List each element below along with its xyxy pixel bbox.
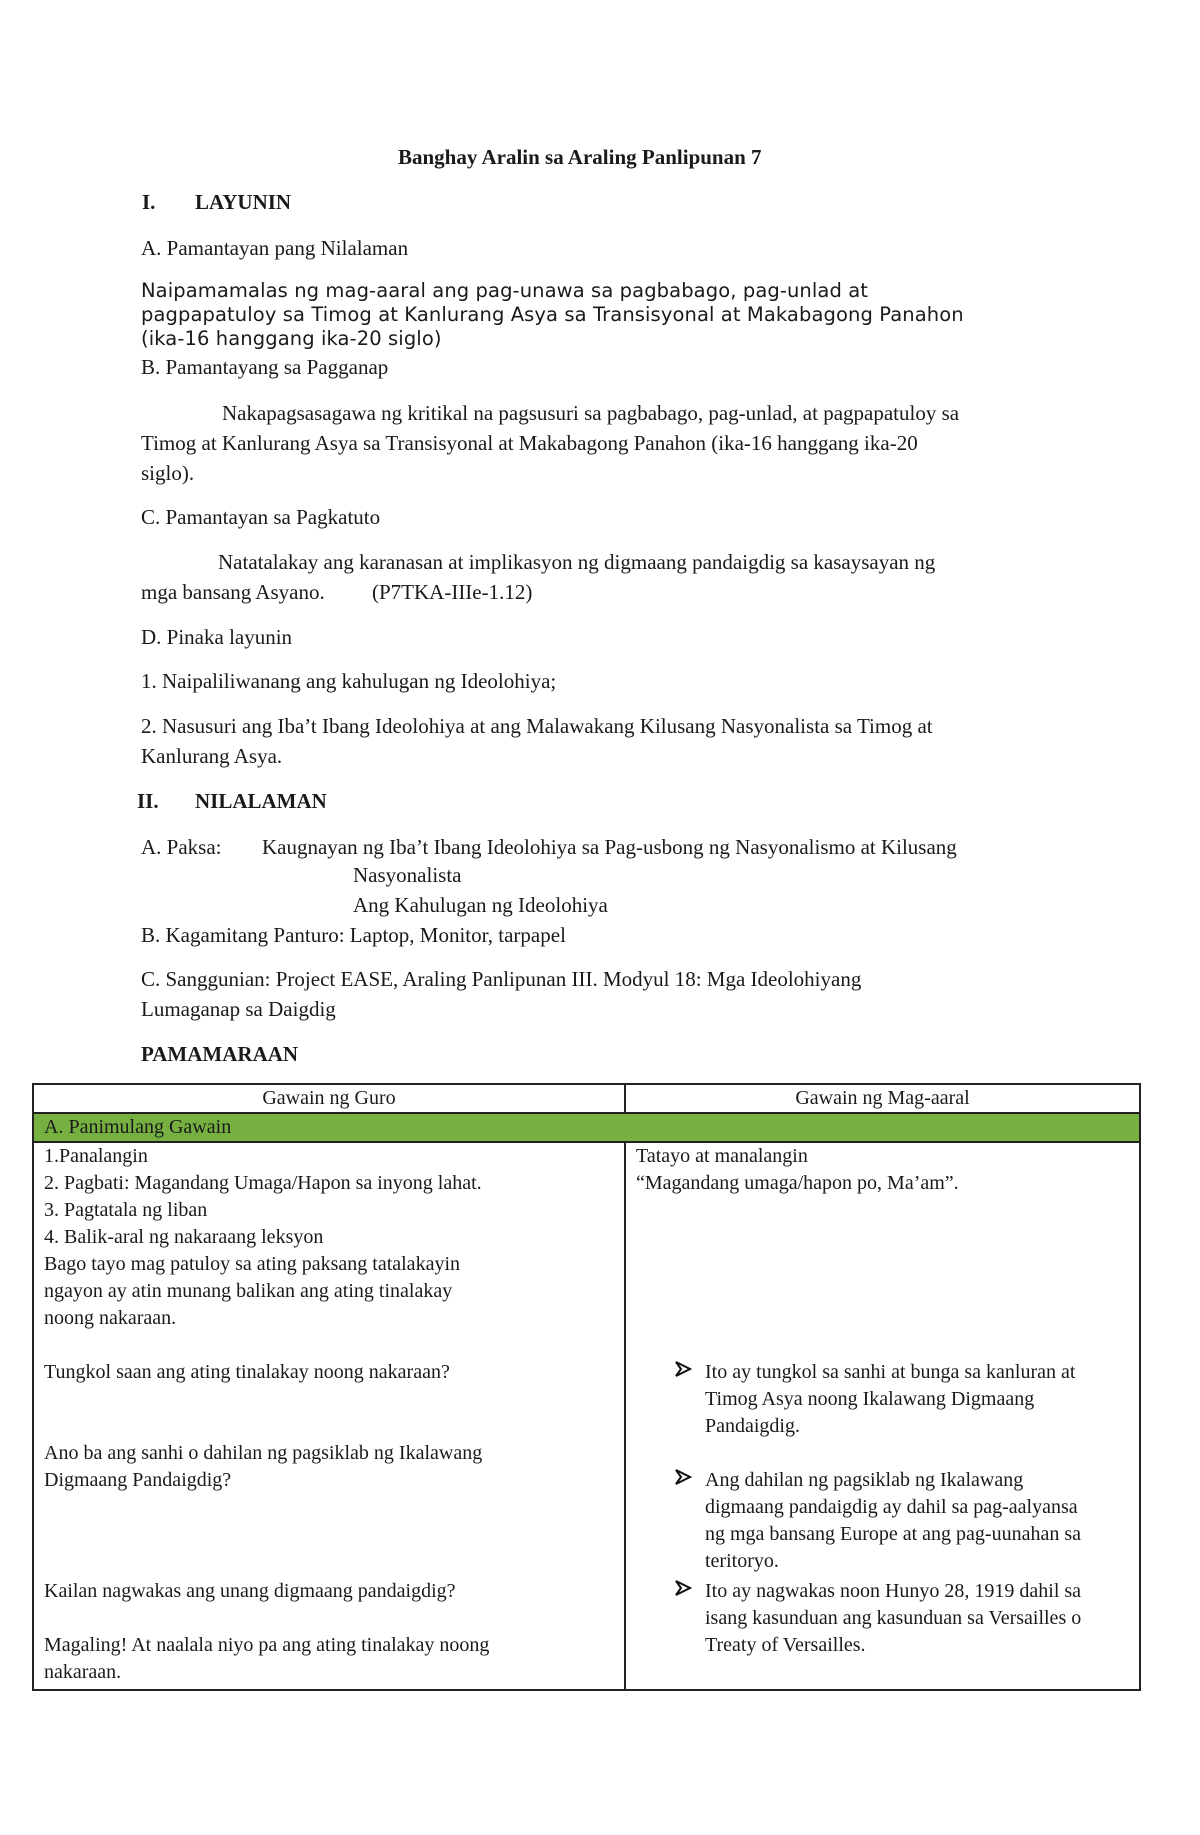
table-header-row bbox=[33, 1084, 1140, 1113]
topic-label: A. Paksa: bbox=[141, 835, 222, 859]
section-heading: NILALAMAN bbox=[195, 789, 327, 813]
paragraph-line: Timog at Kanlurang Asya sa Transisyonal at Makabagong Panahon (ika-16 hanggang ika-20 bbox=[141, 431, 918, 455]
objective-item: Kanlurang Asya. bbox=[141, 744, 283, 768]
section-number: II. bbox=[137, 789, 159, 813]
column-header-teacher: Gawain ng Guro bbox=[33, 1084, 625, 1113]
answer-line: Ang dahilan ng pagsiklab ng Ikalawang bbox=[705, 1469, 1024, 1491]
paragraph-line: Natatalakay ang karanasan at implikasyon ng digmaang pandaigdig sa kasaysayan ng bbox=[218, 550, 936, 574]
answer-line: teritoryo. bbox=[705, 1550, 779, 1572]
student-activity-cell bbox=[625, 1142, 1140, 1690]
column-header-student: Gawain ng Mag-aaral bbox=[625, 1084, 1140, 1113]
arrowhead-bullet-icon bbox=[674, 1467, 692, 1495]
table-section-row bbox=[33, 1113, 1140, 1142]
arrowhead-bullet-icon bbox=[674, 1359, 692, 1387]
subsection-heading: C. Pamantayan sa Pagkatuto bbox=[141, 505, 381, 529]
paragraph-line: (ika-16 hanggang ika-20 siglo) bbox=[141, 327, 442, 350]
section-number: I. bbox=[142, 190, 156, 214]
answer-line: Ito ay tungkol sa sanhi at bunga sa kanluran at bbox=[705, 1361, 1076, 1383]
question-line: Kailan nagwakas ang unang digmaang pandaigdig? bbox=[44, 1580, 456, 1602]
document-title: Banghay Aralin sa Araling Panlipunan 7 bbox=[398, 145, 762, 169]
topic-line: Kaugnayan ng Iba’t Ibang Ideolohiya sa Pag-usbong ng Nasyonalismo at Kilusang bbox=[262, 835, 957, 859]
materials-line: B. Kagamitang Panturo: Laptop, Monitor, tarpapel bbox=[141, 923, 566, 947]
objective-item: 1. Naipaliliwanang ang kahulugan ng Ideolohiya; bbox=[141, 669, 557, 693]
cell-line: 4. Balik-aral ng nakaraang leksyon bbox=[44, 1226, 324, 1248]
answer-line: digmaang pandaigdig ay dahil sa pag-aalyansa bbox=[705, 1496, 1078, 1518]
competency-code: (P7TKA-IIIe-1.12) bbox=[372, 580, 533, 604]
reference-line: Lumaganap sa Daigdig bbox=[141, 997, 336, 1021]
answer-line: Timog Asya noong Ikalawang Digmaang bbox=[705, 1388, 1035, 1410]
question-line: Digmaang Pandaigdig? bbox=[44, 1469, 232, 1491]
reference-line: C. Sanggunian: Project EASE, Araling Panlipunan III. Modyul 18: Mga Ideolohiyang bbox=[141, 967, 862, 991]
subsection-heading: B. Pamantayang sa Pagganap bbox=[141, 355, 389, 379]
paragraph-line: Nakapagsasagawa ng kritikal na pagsusuri sa pagbabago, pag-unlad, at pagpapatuloy sa bbox=[222, 401, 960, 425]
section-heading: LAYUNIN bbox=[195, 190, 292, 214]
topic-line: Nasyonalista bbox=[353, 863, 462, 887]
cell-line: noong nakaraan. bbox=[44, 1307, 177, 1329]
procedure-heading: PAMAMARAAN bbox=[141, 1042, 299, 1066]
cell-line: Magaling! At naalala niyo pa ang ating tinalakay noong bbox=[44, 1634, 490, 1656]
objective-item: 2. Nasusuri ang Iba’t Ibang Ideolohiya at ang Malawakang Kilusang Nasyonalista sa Timog at bbox=[141, 714, 933, 738]
answer-line: ng mga bansang Europe at ang pag-uunahan sa bbox=[705, 1523, 1081, 1545]
table-row bbox=[33, 1142, 1140, 1690]
section-label-cell: A. Panimulang Gawain bbox=[33, 1113, 1140, 1142]
cell-line: “Magandang umaga/hapon po, Ma’am”. bbox=[636, 1172, 959, 1194]
cell-line: 3. Pagtatala ng liban bbox=[44, 1199, 208, 1221]
cell-line: Bago tayo mag patuloy sa ating paksang tatalakayin bbox=[44, 1253, 460, 1275]
question-line: Tungkol saan ang ating tinalakay noong nakaraan? bbox=[44, 1361, 450, 1383]
cell-line: 1.Panalangin bbox=[44, 1145, 148, 1167]
topic-line: Ang Kahulugan ng Ideolohiya bbox=[353, 893, 608, 917]
teacher-activity-cell bbox=[33, 1142, 625, 1690]
question-line: Ano ba ang sanhi o dahilan ng pagsiklab ng Ikalawang bbox=[44, 1442, 483, 1464]
subsection-heading: A. Pamantayan pang Nilalaman bbox=[141, 236, 409, 260]
answer-line: Ito ay nagwakas noon Hunyo 28, 1919 dahil sa bbox=[705, 1580, 1082, 1602]
paragraph-line: Naipamamalas ng mag-aaral ang pag-unawa sa pagbabago, pag-unlad at bbox=[141, 279, 869, 302]
cell-line: nakaraan. bbox=[44, 1661, 122, 1683]
cell-line: 2. Pagbati: Magandang Umaga/Hapon sa inyong lahat. bbox=[44, 1172, 482, 1194]
cell-line: ngayon ay atin munang balikan ang ating tinalakay bbox=[44, 1280, 453, 1302]
paragraph-line: siglo). bbox=[141, 461, 195, 485]
paragraph-line: pagpapatuloy sa Timog at Kanlurang Asya sa Transisyonal at Makabagong Panahon bbox=[141, 303, 964, 326]
answer-line: Treaty of Versailles. bbox=[705, 1634, 866, 1656]
answer-line: isang kasunduan ang kasunduan sa Versailles o bbox=[705, 1607, 1082, 1629]
cell-line: Tatayo at manalangin bbox=[636, 1145, 808, 1167]
arrowhead-bullet-icon bbox=[674, 1578, 692, 1606]
subsection-heading: D. Pinaka layunin bbox=[141, 625, 293, 649]
procedure-table bbox=[32, 1083, 1141, 1691]
answer-line: Pandaigdig. bbox=[705, 1415, 800, 1437]
paragraph-line: mga bansang Asyano. bbox=[141, 580, 325, 604]
